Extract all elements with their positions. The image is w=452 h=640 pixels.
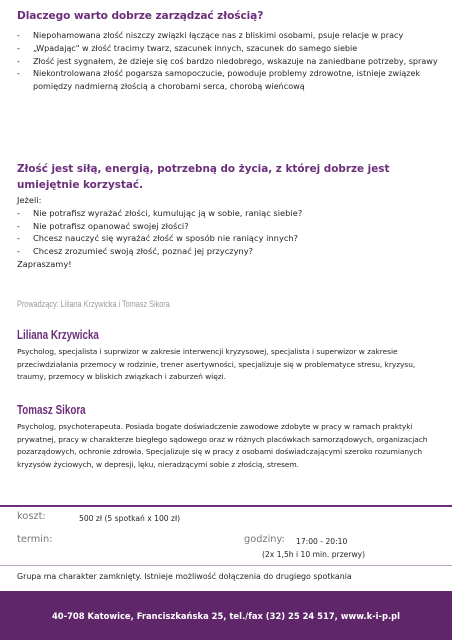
section-title-anger-is-energy: Złość jest siłą, energią, potrzebną do życia, z której dobrze jest umiejętnie korzystać. [17, 163, 390, 191]
lecturer-bio-2: Psycholog, psychoterapeuta. Posiada bogate doświadczenie zawodowe zdobyte w pracy w ramach praktyki prywatnej, pracy w charakterze biegłego sądowego oraz w różnych placówkach samorządowych, organizacjach pozarządowych, ochronie zdrowia. Specjalizuje się w pracy z osobami doświadczającymi szeroko rozumianych kryzysów życiowych, w depresji, lęku, nieradzącymi sobie z złością, stresem. [17, 422, 428, 469]
footer-bar [0, 591, 452, 640]
group-note: Grupa ma charakter zamknięty. Istnieje możliwość dołączenia do drugiego spotkania [17, 572, 352, 581]
date-label: termin: [17, 534, 53, 545]
invitation-text: Zapraszamy! [17, 259, 72, 269]
lecturers-line: Prowadzący: Liliana Krzywicka i Tomasz Sikora [17, 299, 170, 309]
cost-value: 500 zł (5 spotkań x 100 zł) [79, 514, 181, 523]
list-item: - Złość jest sygnałem, że dzieje się coś bardzo niedobrego, wskazuje na zaniedbane potrzeby, sprawy [17, 56, 442, 69]
if-bullet-list [17, 207, 427, 257]
list-item: - Niepohamowana złość niszczy związki łączące nas z bliskimi osobami, psuje relacje w pracy [17, 30, 442, 43]
lecturer-name-1: Liliana Krzywicka [17, 328, 99, 342]
list-item: - „Wpadając" w złość tracimy twarz, szacunek innych, szacunek do samego siebie [17, 43, 442, 56]
list-item: - Chcesz zrozumieć swoją złość, poznać jej przyczyny? [17, 245, 427, 258]
cost-label: koszt: [17, 511, 46, 522]
section-title-why: Dlaczego warto dobrze zarządzać złością? [17, 10, 264, 22]
hours-value: 17:00 - 20:10 [296, 537, 348, 546]
hours-note: (2x 1,5h i 10 min. przerwy) [262, 550, 366, 559]
footer-contact: 40-708 Katowice, Franciszkańska 25, tel./fax (32) 25 24 517, www.k-i-p.pl [51, 610, 401, 621]
lecturer-name-2: Tomasz Sikora [17, 403, 86, 417]
if-intro: Jeżeli: [17, 195, 42, 205]
list-item: - Nie potrafisz wyrażać złości, kumulując ją w sobie, raniąc siebie? [17, 207, 427, 220]
list-item: - Niekontrolowana złość pogarsza samopoczucie, powoduje problemy zdrowotne, istnieje związek pomiędzy nadmierną złością a chorobami serca, chorobą wieńcową [17, 68, 442, 94]
list-item: - Nie potrafisz opanować swojej złości? [17, 220, 427, 233]
hours-label: godziny: [244, 534, 285, 545]
divider-top [0, 505, 452, 507]
lecturer-bio-1: Psycholog, specjalista i suprwizor w zakresie interwencji kryzysowej, specjalista i superwizor w zakresie przeciwdziałania przemocy w rodzinie, trener asertywności, specjalizuje się w problematyce stresu, kryzysu, traumy, przemocy w bliskich związkach i zaburzeń więzi. [17, 347, 416, 381]
why-bullet-list [17, 30, 442, 94]
divider-middle [0, 565, 452, 566]
list-item: - Chcesz nauczyć się wyrażać złość w sposób nie raniący innych? [17, 232, 427, 245]
